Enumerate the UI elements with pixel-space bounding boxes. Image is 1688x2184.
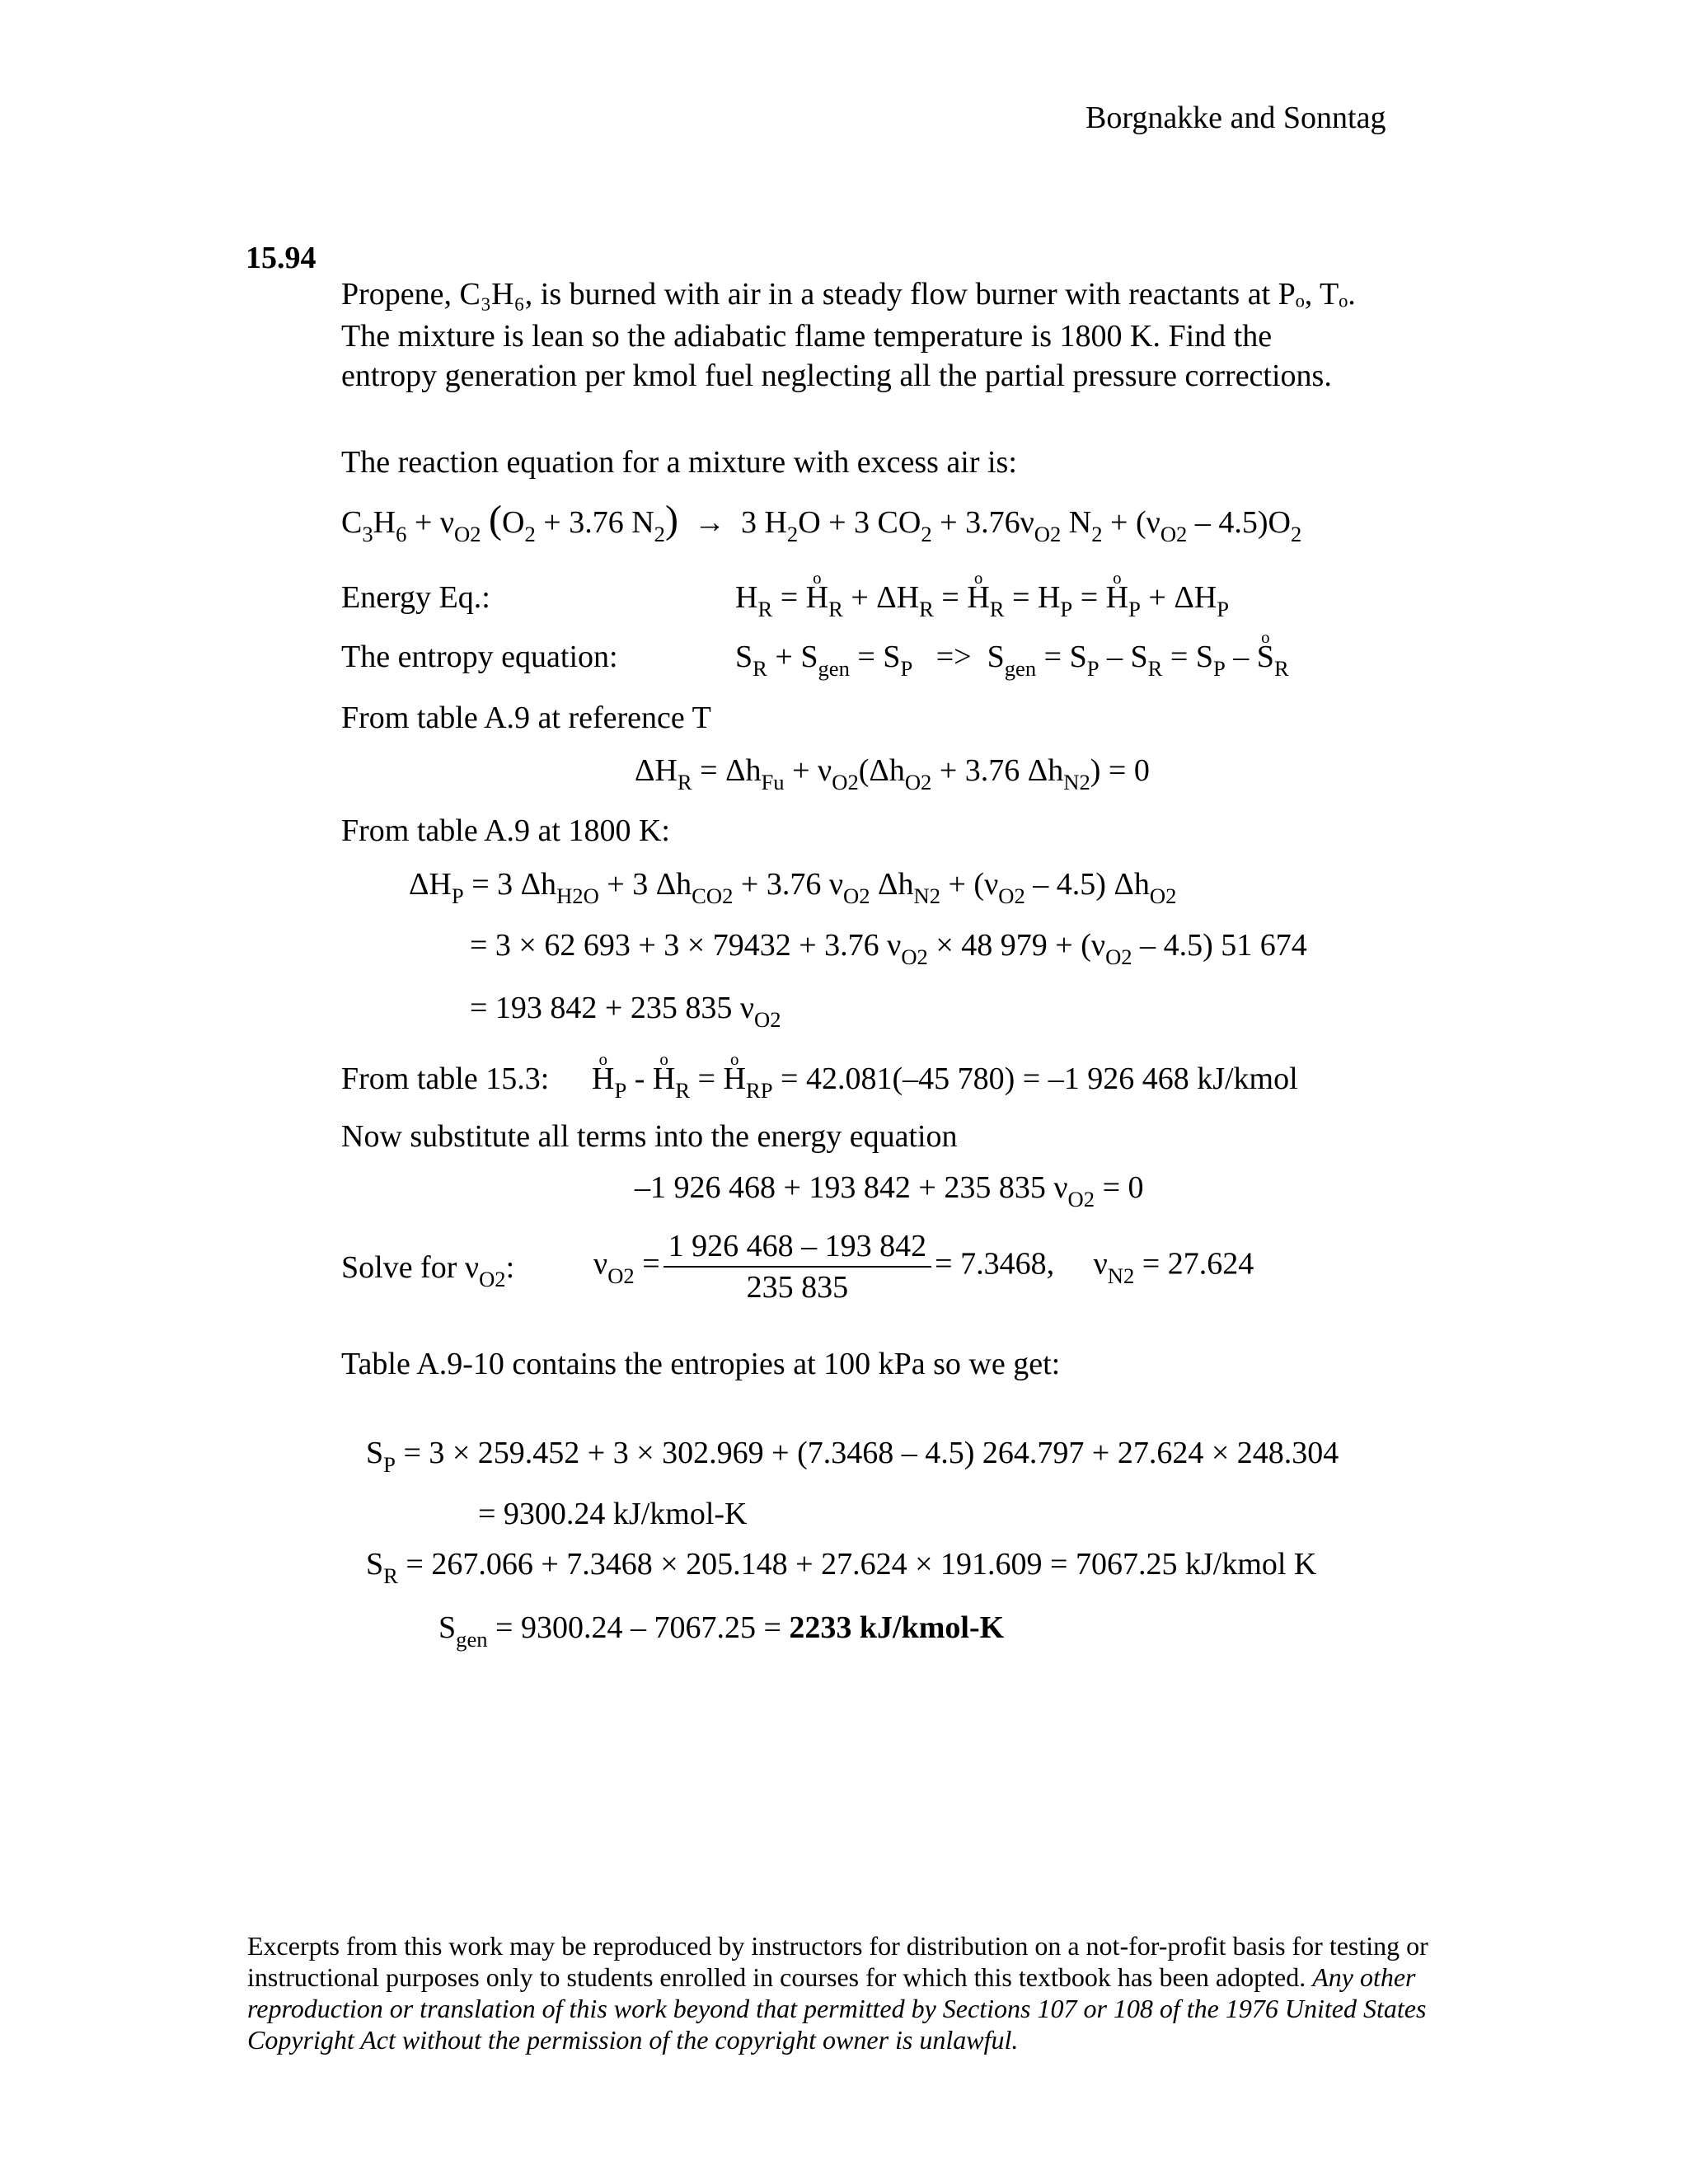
- fraction-denominator: 235 835: [746, 1270, 849, 1305]
- sp-equation: $S_P = 3 \times 259.452 + 3 \times 302.969 + (7.3468 - 4.5) 264.797 + 27.624 \times 248.304$: [366, 1436, 1339, 1478]
- nu-n2-value: = 27.624: [1142, 1246, 1254, 1282]
- footer-italic-text: Any other reproduction or translation of this work beyond that permitted by Sections 107 or 108 of the 1976 United States Copyright Act without the permission of the copyright owner is unlawful.: [247, 1962, 1427, 2055]
- fraction-numerator: 1 926 468 – 193 842: [663, 1228, 932, 1268]
- entropy-eq-label: The entropy equation:: [341, 640, 618, 674]
- solve-equation: $\nu_{O2}$ = $\frac{1 926 468 - 193 842}{235 835}$ = 7.3468, $\nu_{N2} = 27.624$: [593, 1229, 1254, 1305]
- entropy-table-line: Table A.9-10 contains the entropies at 100 kPa so we get:: [341, 1347, 1061, 1381]
- table-15-3-label: From table 15.3:: [341, 1062, 550, 1096]
- problem-statement-line-2: The mixture is lean so the adiabatic flame temperature is 1800 K. Find the: [341, 319, 1273, 354]
- energy-eq-label: Energy Eq.:: [341, 580, 490, 615]
- hrp-value: = 42.081(–45 780) = –1 926 468 kJ/kmol: [781, 1062, 1298, 1096]
- substituted-equation: –1 926 468 + 193 842 + 235 835 $\nu_{O2} = 0$: [635, 1170, 1144, 1212]
- solution-intro: The reaction equation for a mixture with excess air is:: [341, 445, 1017, 480]
- sgen-equation: $S_{gen} = 9300.24 - 7067.25 = 2233$ kJ/kmol-K: [438, 1610, 1005, 1652]
- delta-hp-line-3: = 193 842 + 235 835 $\nu_{O2}$: [470, 991, 781, 1033]
- problem-number: 15.94: [246, 241, 316, 275]
- energy-equation: $H_R = o$ $H_R + \Delta H_R = o$ $H_R = H_P = o$ $H_P + \Delta H_P$: [735, 579, 1229, 616]
- solve-label: Solve for $\nu_{O2}$:: [341, 1250, 515, 1292]
- sr-equation: $S_R = 267.066 + 7.3468 \times 205.148 + 27.624 \times 191.609 = 7067.25$ kJ/kmol K: [366, 1547, 1317, 1589]
- footer-text: Excerpts from this work may be reproduced by instructors for distribution on a not-for-profit basis for testing or instructional purposes only to students enrolled in courses for which this textbook has been adopted.: [247, 1931, 1428, 1992]
- entropy-equation: $S_R + S_{gen} = S_P => S_{gen} = S_P - S_R = S_P - o$ $S_R$: [735, 638, 1289, 676]
- delta-hp-equation: $\Delta H_P = 3$ $\Delta h_{H2O} + 3$ $\Delta h_{CO2} + 3.76$ $\nu_{O2}$ $\Delta h_{N2} + (\nu_{O2} - 4.5)$ $\Delta h_{O2}$: [409, 867, 1177, 909]
- table-1800-line: From table A.9 at 1800 K:: [341, 813, 670, 848]
- problem-statement-line-1: Propene, C₃H₆, is burned with air in a steady flow burner with reactants at Pₒ, Tₒ.: [341, 277, 1356, 312]
- reaction-equation: $C_3H_6 + \nu_{O2}$ ($O_2 + 3.76$ $N_2) \to 3$ $H_2O + 3$ $CO_2 + 3.76\nu_{O2}$ $N_2 + (\nu_{O2} - 4.5)O_2$: [341, 498, 1302, 547]
- table-ref-line: From table A.9 at reference T: [341, 701, 711, 735]
- substitute-line: Now substitute all terms into the energy equation: [341, 1119, 958, 1154]
- hrp-equation: o $H_P$ - o $H_R = o$ $H_{RP} = 42.081(-45$ 780) = –1 926 468 kJ/kmol: [592, 1060, 1298, 1098]
- delta-hr-equation: $\Delta H_R = \Delta h_{Fu} + \nu_{O2}(\Delta h_{O2} + 3.76$ $\Delta h_{N2}) = 0$: [635, 753, 1150, 795]
- sr-eq-text: = 267.066 + 7.3468 × 205.148 + 27.624 × 191.609 = 7067.25 kJ/kmol K: [406, 1547, 1317, 1582]
- sp-result: = 9300.24 kJ/kmol-K: [478, 1497, 748, 1531]
- nu-o2-value: = 7.3468,: [935, 1246, 1055, 1282]
- problem-statement-line-3: entropy generation per kmol fuel neglecting all the partial pressure corrections.: [341, 359, 1332, 393]
- fraction: [663, 1228, 932, 1305]
- delta-hp-line-2: = 3 × 62 693 + 3 × 79432 + 3.76 $\nu_{O2} \times 48$ $979 + (\nu_{O2} - 4.5)$ 51 674: [470, 928, 1307, 970]
- header-authors: Borgnakke and Sonntag: [1085, 101, 1386, 135]
- sp-eq-text: = 3 × 259.452 + 3 × 302.969 + (7.3468 – 4.5) 264.797 + 27.624 × 248.304: [403, 1436, 1339, 1470]
- sgen-eq-text: = 9300.24 – 7067.25 =: [495, 1610, 790, 1645]
- copyright-footer: [247, 1930, 1442, 2055]
- sgen-result: 2233 kJ/kmol-K: [789, 1610, 1005, 1645]
